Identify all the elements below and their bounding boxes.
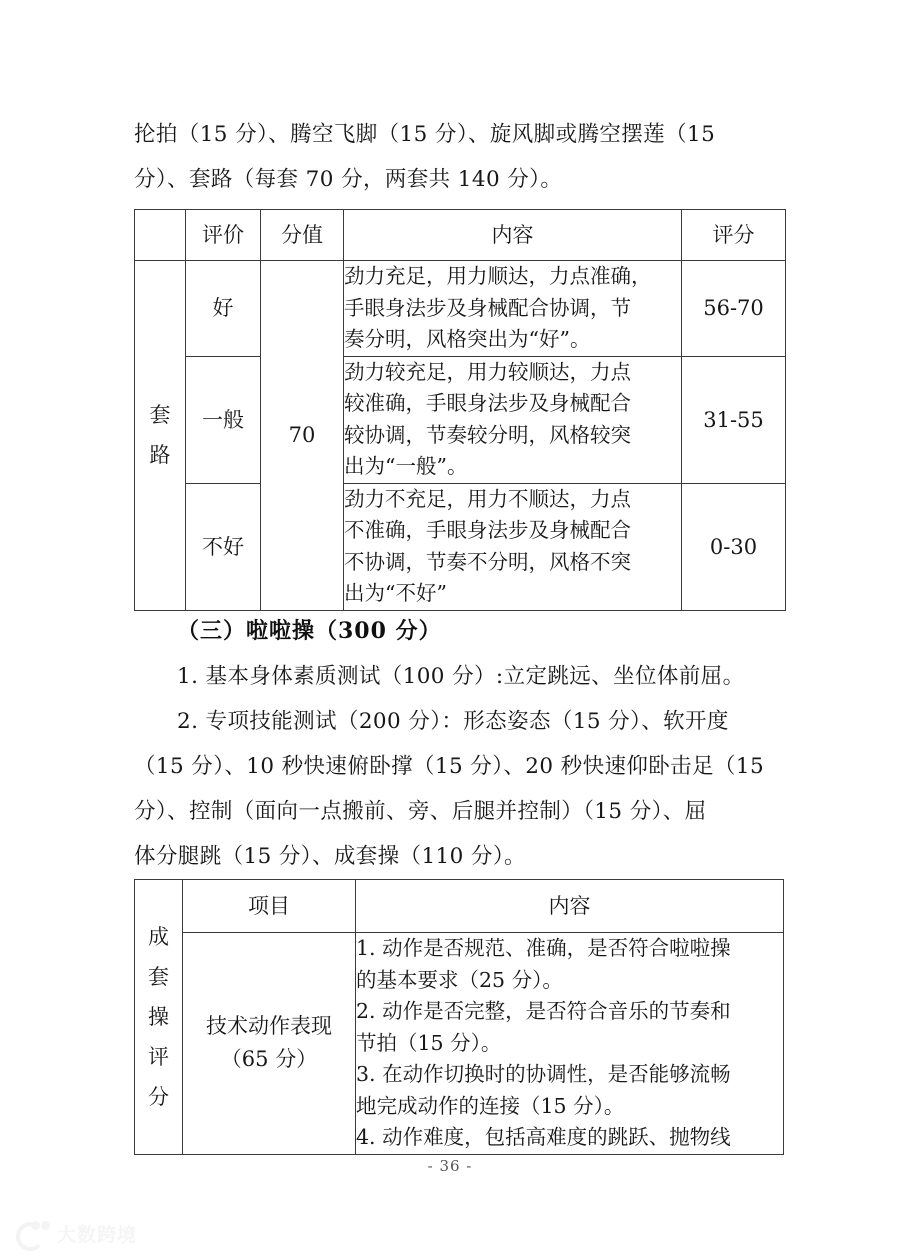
cheer-row-label-char-1: 套 bbox=[148, 964, 169, 989]
content-line: 2. 动作是否完整，是否符合音乐的节奏和 bbox=[356, 999, 731, 1023]
content-line: 出为“一般”。 bbox=[344, 454, 468, 478]
cheer-item-label-line-1: 技术动作表现 bbox=[206, 1014, 332, 1039]
cheer-row-label-stack bbox=[135, 917, 182, 1117]
content-line: 劲力充足，用力顺达，力点准确， bbox=[344, 264, 652, 288]
watermark bbox=[16, 1218, 137, 1248]
routine-row-label-char-0: 套 bbox=[149, 403, 171, 428]
section-item-2-line-3: 分）、控制（面向一点搬前、旁、后腿并控制）（15 分）、屈 bbox=[134, 799, 707, 824]
routine-rating-good: 56-70 bbox=[682, 261, 786, 357]
routine-content-normal bbox=[344, 356, 682, 483]
table-row bbox=[135, 483, 786, 610]
table-row bbox=[135, 210, 786, 261]
intro-paragraph-block bbox=[134, 112, 782, 202]
intro-line-1: 抡拍（15 分）、腾空飞脚（15 分）、旋风脚或腾空摆莲（15 bbox=[134, 122, 716, 147]
content-line: 3. 在动作切换时的协调性，是否能够流畅 bbox=[356, 1062, 731, 1086]
routine-rating-normal: 31-55 bbox=[682, 356, 786, 483]
content-line: 不准确，手眼身法步及身械配合 bbox=[344, 518, 631, 542]
intro-line-2: 分）、套路（每套 70 分，两套共 140 分）。 bbox=[134, 167, 563, 192]
owl-logo-icon bbox=[16, 1218, 50, 1248]
cheerleading-scoring-table bbox=[134, 879, 784, 1155]
routine-content-good bbox=[344, 261, 682, 357]
watermark-text: 大数跨境 bbox=[57, 1223, 138, 1246]
content-line: 手眼身法步及身械配合协调，节 bbox=[344, 295, 631, 320]
content-line: 4. 动作难度，包括高难度的跳跃、抛物线 bbox=[356, 1125, 731, 1149]
section-item-2-line-2: （15 分）、10 秒快速俯卧撑（15 分）、20 秒快速仰卧击足（15 bbox=[134, 754, 765, 779]
table-row bbox=[135, 880, 784, 933]
routine-row-label-stack bbox=[135, 395, 185, 475]
routine-header-score-value: 分值 bbox=[261, 210, 344, 261]
table-row bbox=[135, 356, 786, 483]
cheer-header-item: 项目 bbox=[183, 880, 356, 933]
routine-evaluation-normal: 一般 bbox=[186, 356, 261, 483]
owl-logo-eye-right bbox=[41, 1221, 50, 1230]
table-row bbox=[135, 261, 786, 357]
routine-scoring-table bbox=[134, 209, 786, 611]
content-line: 1. 动作是否规范、准确，是否符合啦啦操 bbox=[356, 936, 731, 960]
page-number: - 36 - bbox=[427, 1157, 473, 1175]
routine-header-evaluation: 评价 bbox=[186, 210, 261, 261]
routine-header-content: 内容 bbox=[344, 210, 682, 261]
owl-logo-eye-left bbox=[31, 1221, 40, 1230]
section-item-1: 1. 基本身体素质测试（100 分）:立定跳远、坐位体前屈。 bbox=[177, 664, 745, 689]
table-row bbox=[135, 933, 784, 1155]
routine-evaluation-bad: 不好 bbox=[186, 483, 261, 610]
cheer-row-label-char-3: 评 bbox=[148, 1044, 169, 1069]
content-line: 不协调，节奏不分明，风格不突 bbox=[344, 549, 631, 574]
content-line: 较准确，手眼身法步及身械配合 bbox=[344, 391, 631, 415]
content-line: 的基本要求（25 分）。 bbox=[356, 967, 563, 992]
page-title: （三）啦啦操（300 分） bbox=[177, 618, 442, 644]
content-line: 劲力较充足，用力较顺达，力点 bbox=[344, 359, 631, 384]
content-line: 出为“不好” bbox=[344, 581, 447, 605]
routine-score-value: 70 bbox=[261, 261, 344, 611]
content-line: 较协调，节奏较分明，风格较突 bbox=[344, 422, 631, 447]
section-item-2-line-4: 体分腿跳（15 分）、成套操（110 分）。 bbox=[134, 844, 526, 869]
cheer-header-content: 内容 bbox=[356, 880, 784, 933]
cheer-row-label bbox=[135, 880, 183, 1155]
routine-rating-bad: 0-30 bbox=[682, 483, 786, 610]
routine-header-blank bbox=[135, 210, 186, 261]
routine-evaluation-good: 好 bbox=[186, 261, 261, 357]
content-line: 劲力不充足，用力不顺达，力点 bbox=[344, 486, 631, 511]
routine-row-label-char-1: 路 bbox=[149, 443, 171, 468]
cheer-row-label-char-4: 分 bbox=[148, 1084, 169, 1109]
cheer-content bbox=[356, 933, 784, 1155]
routine-content-bad bbox=[344, 483, 682, 610]
cheer-item-label-line-2: （65 分） bbox=[220, 1047, 318, 1072]
content-line: 地完成动作的连接（15 分）。 bbox=[356, 1093, 625, 1118]
content-line: 奏分明，风格突出为“好”。 bbox=[344, 327, 591, 351]
cheerleading-section-block bbox=[134, 609, 782, 879]
cheer-row-label-char-2: 操 bbox=[148, 1004, 169, 1029]
content-line: 节拍（15 分）。 bbox=[356, 1030, 502, 1055]
routine-row-label bbox=[135, 261, 186, 611]
cheer-row-label-char-0: 成 bbox=[148, 924, 169, 949]
section-item-2-line-1: 2. 专项技能测试（200 分）：形态姿态（15 分）、软开度 bbox=[177, 709, 729, 734]
routine-header-rating: 评分 bbox=[682, 210, 786, 261]
cheer-item-label bbox=[183, 933, 356, 1155]
